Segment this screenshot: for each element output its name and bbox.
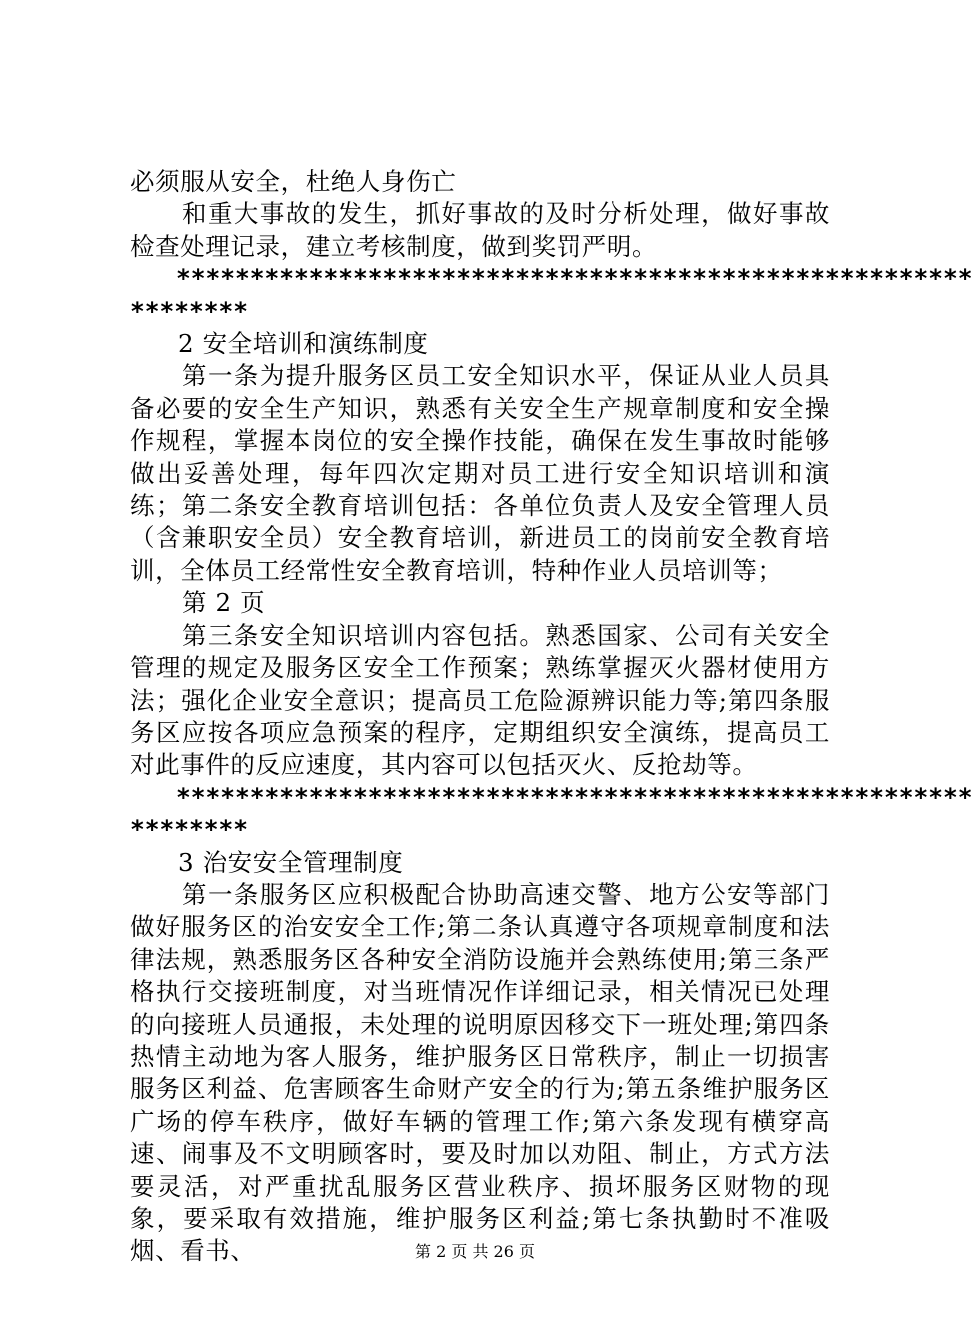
separator-stars xyxy=(130,263,973,328)
paragraph: 第三条安全知识培训内容包括。熟悉国家、公司有关安全管理的规定及服务区安全工作预案；熟练掌握灭火器材使用方法；强化企业安全意识；提高员工危险源辨识能力等;第四条服务区应按各项应急预案的程序，定期组织安全演练，提高员工对此事件的反应速度，其内容可以包括灭火、反抢劫等。 xyxy=(130,620,830,780)
separator-line: ******** xyxy=(130,815,249,845)
document-body xyxy=(130,166,973,1268)
section-heading: 2 安全培训和演练制度 xyxy=(178,329,429,359)
separator-line: ****************************************************** xyxy=(176,264,973,294)
paragraph: 和重大事故的发生，抓好事故的及时分析处理，做好事故检查处理记录，建立考核制度，做到奖罚严明。 xyxy=(130,199,830,261)
page-footer: 第 2 页 共 26 页 xyxy=(415,1242,535,1261)
paragraph: 第一条服务区应积极配合协助高速交警、地方公安等部门做好服务区的治安安全工作;第二条认真遵守各项规章制度和法律法规，熟悉服务区各种安全消防设施并会熟练使用;第三条严格执行交接班制度，对当班情况作详细记录，相关情况已处理的向接班人员通报，未处理的说明原因移交下一班处理;第四条热情主动地为客人服务，维护服务区日常秩序，制止一切损害服务区利益、危害顾客生命财产安全的行为;第五条维护服务区广场的停车秩序，做好车辆的管理工作;第六条发现有横穿高速、闹事及不文明顾客时，要及时加以劝阻、制止，方式方法要灵活，对严重扰乱服务区营业秩序、损坏服务区财物的现象，要采取有效措施，维护服务区利益;第七条执勤时不准吸烟、看书、 xyxy=(130,879,830,1266)
page-marker: 第 2 页 xyxy=(182,588,266,618)
paragraph: 必须服从安全，杜绝人身伤亡 xyxy=(130,167,457,196)
separator-line: ****************************************************** xyxy=(176,782,973,812)
separator-line: ******** xyxy=(130,296,249,326)
section-heading: 3 治安安全管理制度 xyxy=(178,847,404,877)
paragraph: 第一条为提升服务区员工安全知识水平，保证从业人员具备必要的安全生产知识，熟悉有关安全生产规章制度和安全操作规程，掌握本岗位的安全操作技能，确保在发生事故时能够做出妥善处理，每年四次定期对员工进行安全知识培训和演练；第二条安全教育培训包括：各单位负责人及安全管理人员（含兼职安全员）安全教育培训，新进员工的岗前安全教育培训，全体员工经常性安全教育培训，特种作业人员培训等； xyxy=(130,361,830,585)
separator-stars xyxy=(130,782,973,847)
